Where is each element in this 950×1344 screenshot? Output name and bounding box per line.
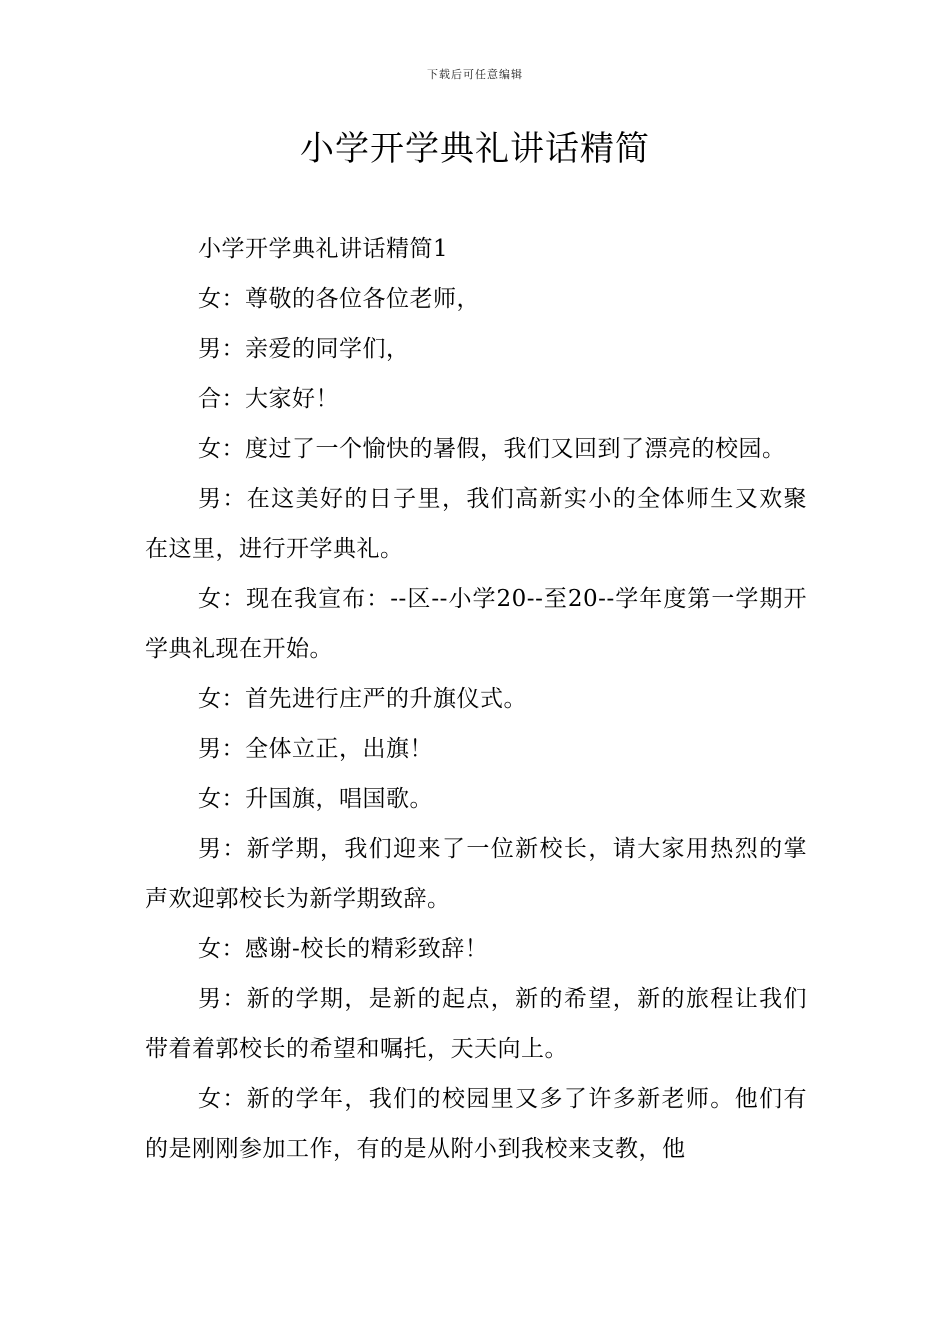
paragraph: 女：首先进行庄严的升旗仪式。 bbox=[198, 686, 527, 712]
document-body bbox=[145, 224, 807, 1174]
paragraph: 男：新的学期，是新的起点，新的希望，新的旅程让我们带着着郭校长的希望和嘱托，天天向上。 bbox=[145, 986, 807, 1062]
paragraph-subtitle: 小学开学典礼讲话精简1 bbox=[198, 236, 449, 262]
header-note: 下载后可任意编辑 bbox=[427, 68, 523, 81]
paragraph: 男：新学期，我们迎来了一位新校长，请大家用热烈的掌声欢迎郭校长为新学期致辞。 bbox=[145, 836, 807, 912]
paragraph: 女：尊敬的各位各位老师， bbox=[198, 286, 480, 312]
paragraph: 合：大家好！ bbox=[198, 386, 339, 412]
paragraph: 男：亲爱的同学们， bbox=[198, 336, 410, 362]
paragraph: 女：度过了一个愉快的暑假，我们又回到了漂亮的校园。 bbox=[198, 436, 786, 462]
paragraph: 女：新的学年，我们的校园里又多了许多新老师。他们有的是刚刚参加工作，有的是从附小到我校来支教，他 bbox=[145, 1086, 807, 1162]
paragraph: 男：在这美好的日子里，我们高新实小的全体师生又欢聚在这里，进行开学典礼。 bbox=[145, 486, 807, 562]
paragraph: 女：现在我宣布：--区--小学20--至20--学年度第一学期开学典礼现在开始。 bbox=[145, 586, 807, 662]
document-title: 小学开学典礼讲话精简 bbox=[300, 129, 650, 169]
paragraph: 女：感谢-校长的精彩致辞！ bbox=[198, 936, 489, 962]
paragraph: 男：全体立正，出旗！ bbox=[198, 736, 433, 762]
paragraph: 女：升国旗，唱国歌。 bbox=[198, 786, 433, 812]
